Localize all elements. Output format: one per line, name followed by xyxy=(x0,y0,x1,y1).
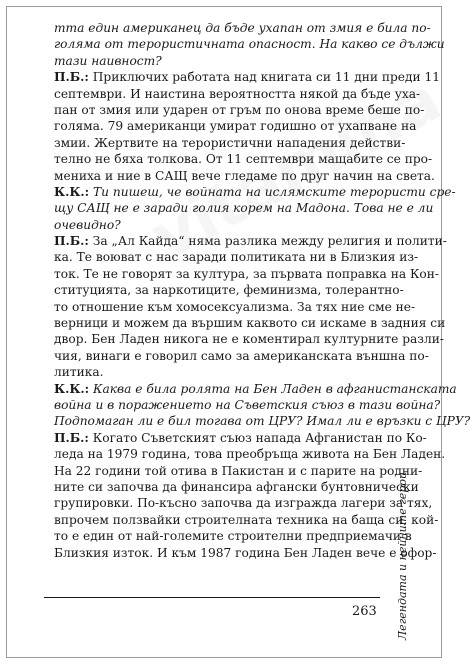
text-line xyxy=(54,217,390,233)
line-text: война и в поражението на Съветския съюз в тази война? xyxy=(54,397,441,412)
speaker-label: П.Б.: xyxy=(54,70,89,85)
text-line xyxy=(54,397,441,413)
line-text: мениха и ние в САЩ вече гледаме по друг начин на света. xyxy=(54,168,435,183)
text-line xyxy=(54,20,431,36)
text-line xyxy=(54,118,417,134)
line-text: литика. xyxy=(54,365,104,380)
line-text: очевидно? xyxy=(54,217,121,232)
line-text: тази наивност? xyxy=(54,53,162,68)
line-text: щу САЩ не е заради голия корем на Мадона. Това не е ли xyxy=(54,201,434,216)
line-text: тта един американец да бъде ухапан от змия е била по- xyxy=(54,21,431,35)
line-text: верници и можем да вършим каквото си искаме в задния си xyxy=(54,316,446,331)
line-text: голяма от терористичната опасност. На какво се дължи xyxy=(54,37,445,52)
text-line xyxy=(54,528,412,544)
text-line xyxy=(54,430,427,446)
text-line xyxy=(54,381,457,397)
text-line xyxy=(54,495,433,511)
line-text: то е един от най-големите строителни предприемачи в xyxy=(54,529,412,544)
line-text: групировки. По-късно започва да изгражда лагери за тях, xyxy=(54,496,433,511)
line-text: леда на 1979 година, това преобръща живота на Бен Ладен. xyxy=(54,447,446,462)
line-text: голяма. 79 американци умират годишно от ухапване на xyxy=(54,119,417,134)
line-text: ституцията, за наркотиците, феминизма, толерантно- xyxy=(54,283,404,298)
line-text: чия, винаги е говорил само за американската външна по- xyxy=(54,348,429,363)
line-text: Подпомаган ли е бил тогава от ЦРУ? Имал ли е връзки с ЦРУ? xyxy=(54,414,470,429)
text-line xyxy=(54,413,470,429)
text-line xyxy=(54,282,404,298)
running-head: Легендата и нейните герои xyxy=(396,471,409,640)
text-line xyxy=(54,512,439,528)
text-line xyxy=(54,331,444,347)
text-line xyxy=(54,348,429,364)
line-text: ните си започва да финансира афгански бунтовнически xyxy=(54,479,419,494)
text-line xyxy=(54,479,419,495)
text-line xyxy=(54,266,439,282)
line-text: На 22 години той отива в Пакистан и с парите на родни- xyxy=(54,463,423,478)
line-text: За „Ал Кайда“ няма разлика между религия и полити- xyxy=(88,234,447,249)
line-text: пан от змия или ударен от гръм по онова време беше по- xyxy=(54,102,425,117)
text-line xyxy=(54,86,421,102)
line-text: Ти пишеш, че войната на ислямските терористи сре- xyxy=(89,184,456,199)
text-line xyxy=(54,200,434,216)
speaker-label: К.К.: xyxy=(54,184,90,199)
speaker-label: К.К.: xyxy=(54,381,90,396)
speaker-label: П.Б.: xyxy=(54,234,89,249)
line-text: двор. Бен Ладен никога не е коментирал културните разли- xyxy=(54,332,444,347)
text-line xyxy=(54,36,445,52)
line-text: впрочем ползвайки строителната техника на баща си, кой- xyxy=(54,512,439,527)
text-line xyxy=(54,299,416,315)
line-text: Каква е била ролята на Бен Ладен в афганистанската xyxy=(89,381,457,396)
page-number: 263 xyxy=(352,604,377,619)
line-text: Когато Съветският съюз напада Афганистан по Ко- xyxy=(88,430,427,445)
line-text: телно не бяха толкова. От 11 септември мащабите се про- xyxy=(54,152,433,167)
line-text: ток. Те не говорят за култура, за първата поправка на Кон- xyxy=(54,266,439,281)
text-line xyxy=(54,446,446,462)
text-line xyxy=(54,151,433,167)
text-line xyxy=(54,249,419,265)
text-line xyxy=(54,184,456,200)
line-text: Близкия изток. И към 1987 година Бен Ладен вече е офор- xyxy=(54,545,437,560)
text-line xyxy=(54,102,425,118)
line-text: Приключих работата над книгата си 11 дни преди 11 xyxy=(88,70,441,85)
text-line xyxy=(54,364,390,380)
text-line xyxy=(54,135,406,151)
line-text: ка. Те воюват с нас заради политиката ни в Близкия из- xyxy=(54,250,419,265)
text-line xyxy=(54,69,441,85)
speaker-label: П.Б.: xyxy=(54,430,89,445)
line-text: септември. И наистина вероятността някой да бъде уха- xyxy=(54,86,421,101)
text-line xyxy=(54,53,390,69)
line-text: то отношение към хомосексуализма. За тях ние сме не- xyxy=(54,299,416,314)
text-line xyxy=(54,315,446,331)
text-line xyxy=(54,233,447,249)
footer-rule xyxy=(44,597,380,598)
text-line xyxy=(54,545,437,561)
text-line xyxy=(54,168,435,184)
text-line xyxy=(54,463,423,479)
line-text: змии. Жертвите на терористични нападения действи- xyxy=(54,135,406,150)
